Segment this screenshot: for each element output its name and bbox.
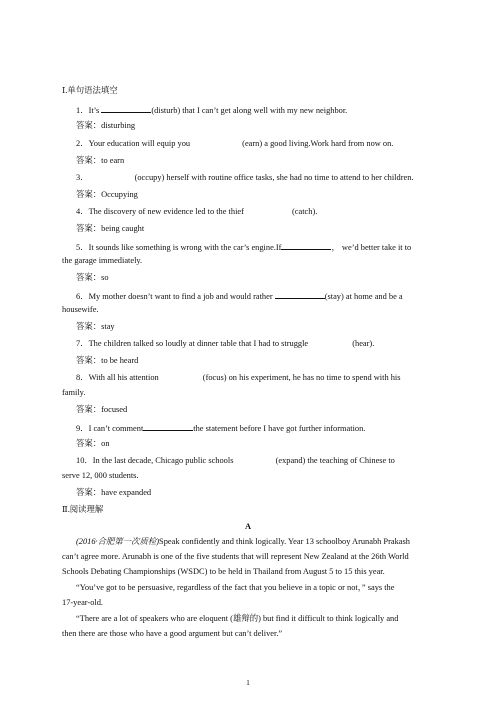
- question-number: 9．: [76, 424, 89, 433]
- answer-label: 答案：: [76, 224, 102, 233]
- passage-paragraph-1-line-1: [76, 537, 451, 547]
- answer-5: [76, 273, 451, 283]
- passage-label: A: [244, 522, 252, 531]
- question-number: 8．: [76, 373, 89, 382]
- answer-3: [76, 190, 451, 200]
- answer-text: Occupying: [101, 190, 138, 199]
- question-text-post: (stay) at home and be a: [324, 292, 403, 301]
- question-number: 6．: [76, 292, 89, 301]
- page-number: 1: [246, 678, 250, 687]
- question-text-post: (catch).: [292, 207, 318, 216]
- passage-paragraph-3-line-2: then there are those who have a good argument but can’t deliver.”: [62, 629, 283, 638]
- question-number: 2．: [76, 139, 89, 148]
- answer-text: have expanded: [101, 488, 152, 497]
- question-number: 3．: [76, 173, 89, 182]
- question-text-pre: The discovery of new evidence led to the thief: [88, 207, 246, 216]
- question-8: [76, 373, 451, 383]
- answer-label: 答案：: [76, 439, 102, 448]
- answer-10: [76, 488, 451, 498]
- question-text-post: (disturb) that I can’t get along well with my new neighbor.: [151, 106, 348, 115]
- question-text-post: ， we’d better take it to: [331, 243, 412, 252]
- question-text-post: (hear).: [352, 339, 375, 348]
- answer-text: disturbing: [101, 121, 136, 130]
- answer-label: 答案：: [76, 273, 102, 282]
- question-10-continuation: serve 12, 000 students.: [62, 471, 139, 480]
- passage-paragraph-1-line-2: can’t agree more. Arunabh is one of the five students that will represent New Zealand at the 26th World: [62, 552, 409, 561]
- answer-text: being caught: [101, 224, 145, 233]
- question-number: 10．: [76, 456, 93, 465]
- question-text-pre: It sounds like something is wrong with the car’s engine.If: [88, 243, 282, 252]
- question-5-continuation: the garage immediately.: [62, 256, 143, 265]
- question-6-continuation: housewife.: [62, 305, 99, 314]
- question-number: 7．: [76, 339, 89, 348]
- question-text-post: the statement before I have got further information.: [193, 424, 366, 433]
- passage-paragraph-2-line-2: 17-year-old.: [62, 598, 103, 607]
- question-number: 1．: [76, 106, 89, 115]
- question-8-continuation: family.: [62, 388, 86, 397]
- answer-label: 答案：: [76, 121, 102, 130]
- question-9: [76, 422, 451, 434]
- answer-blank: [143, 422, 193, 431]
- answer-4: [76, 224, 451, 234]
- question-3: [76, 173, 451, 183]
- answer-label: 答案：: [76, 156, 102, 165]
- section-title-reading: Ⅱ.阅读理解: [62, 505, 104, 514]
- answer-9: [76, 439, 451, 449]
- answer-blank: [101, 104, 151, 113]
- question-5: [76, 241, 451, 253]
- answer-7: [76, 356, 451, 366]
- question-6: [76, 290, 451, 302]
- question-text-pre: The children talked so loudly at dinner table that I had to struggle: [88, 339, 311, 348]
- answer-label: 答案：: [76, 190, 102, 199]
- question-text-post: (occupy) herself with routine office tasks, she had no time to attend to her children.: [134, 173, 414, 182]
- question-text-pre: I can’t comment: [88, 424, 144, 433]
- question-7: [76, 339, 451, 349]
- passage-text: Speak confidently and think logically. Year 13 schoolboy Arunabh Prakash: [159, 537, 410, 546]
- answer-text: to be heard: [101, 356, 139, 365]
- answer-label: 答案：: [76, 405, 102, 414]
- answer-2: [76, 156, 451, 166]
- answer-text: on: [101, 439, 110, 448]
- answer-text: to earn: [101, 156, 125, 165]
- section-title-grammar: Ⅰ.单句语法填空: [62, 86, 118, 95]
- question-number: 5．: [76, 243, 89, 252]
- answer-1: [76, 121, 451, 131]
- question-number: 4．: [76, 207, 89, 216]
- passage-source: (2016·合肥第一次质检): [76, 537, 160, 546]
- passage-paragraph-1-line-3: Schools Debating Championships (WSDC) to be held in Thailand from August 5 to 15 this year.: [62, 567, 385, 576]
- question-text-pre: With all his attention: [88, 373, 161, 382]
- question-text-post: (expand) the teaching of Chinese to: [275, 456, 395, 465]
- question-1: [76, 104, 451, 116]
- question-4: [76, 207, 451, 217]
- passage-paragraph-2-line-1: “You’ve got to be persuasive, regardless of the fact that you believe in a topic or not，” says the: [76, 583, 395, 592]
- question-text-post: (focus) on his experiment, he has no time to spend with his: [202, 373, 401, 382]
- question-text-pre: It’s: [88, 106, 102, 115]
- passage-paragraph-3-line-1: “There are a lot of speakers who are eloquent (雄辩的) but find it difficult to think logically and: [76, 614, 399, 623]
- answer-blank: [281, 241, 331, 250]
- answer-text: so: [101, 273, 109, 282]
- answer-6: [76, 322, 451, 332]
- answer-label: 答案：: [76, 488, 102, 497]
- answer-text: stay: [101, 322, 115, 331]
- question-text-pre: In the last decade, Chicago public schools: [92, 456, 236, 465]
- answer-blank: [275, 290, 325, 299]
- question-2: [76, 139, 451, 149]
- answer-label: 答案：: [76, 356, 102, 365]
- answer-text: focused: [101, 405, 128, 414]
- question-text-pre: Your education will equip you: [88, 139, 193, 148]
- answer-8: [76, 405, 451, 415]
- question-10: [76, 456, 451, 466]
- answer-label: 答案：: [76, 322, 102, 331]
- question-text-pre: My mother doesn’t want to find a job and would rather: [88, 292, 275, 301]
- question-text-post: (earn) a good living.Work hard from now on.: [242, 139, 394, 148]
